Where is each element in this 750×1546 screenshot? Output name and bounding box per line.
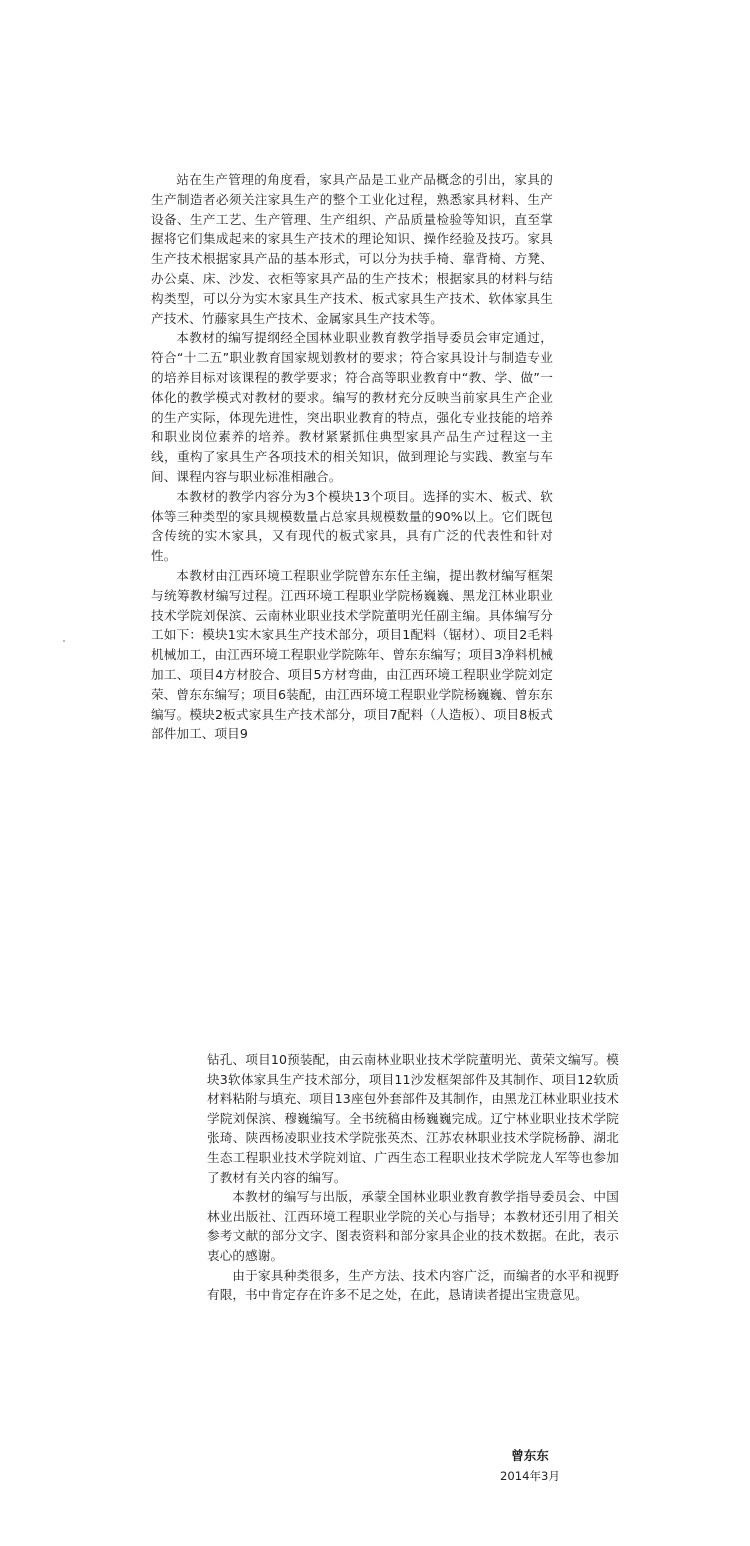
paragraph: 本教材的编写与出版，承蒙全国林业职业教育教学指导委员会、中国林业出版社、江西环境工程职业学院的关心与指导；本教材还引用了相关参考文献的部分文字、图表资料和部分家具企业的技术数据。在此，表示衷心的感谢。: [207, 1189, 619, 1263]
paragraph: 本教材由江西环境工程职业学院曾东东任主编，提出教材编写框架与统筹教材编写过程。江西环境工程职业学院杨巍巍、黑龙江林业职业技术学院刘保滨、云南林业职业技术学院董明光任副主编。具体编写分工如下：模块1实木家具生产技术部分，项目1配料（锯材）、项目2毛料机械加工，由江西环境工程职业学院陈年、曾东东编写；项目3净料机械加工、项目4方材胶合、项目5方材弯曲，由江西环境工程职业学院刘定荣、曾东东编写；项目6装配，由江西环境工程职业学院杨巍巍、曾东东编写。模块2板式家具生产技术部分，项目7配料（人造板）、项目8板式部件加工、项目9: [151, 567, 553, 742]
paragraph: 由于家具种类很多，生产方法、技术内容广泛，而编者的水平和视野有限，书中肯定存在许多不足之处，在此，恳请读者提出宝贵意见。: [207, 1267, 619, 1303]
paragraph: 站在生产管理的角度看，家具产品是工业产品概念的引出，家具的生产制造者必须关注家具生产的整个工业化过程，熟悉家具材料、生产设备、生产工艺、生产管理、生产组织、产品质量检验等知识，直至掌握将它们集成起来的家具生产技术的理论知识、操作经验及技巧。家具生产技术根据家具产品的基本形式，可以分为扶手椅、靠背椅、方凳、办公桌、床、沙发、衣柜等家具产品的生产技术；根据家具的材料与结构类型，可以分为实木家具生产技术、板式家具生产技术、软体家具生产技术、竹藤家具生产技术、金属家具生产技术等。: [151, 172, 553, 326]
paragraph: 本教材的教学内容分为3个模块13个项目。选择的实木、板式、软体等三种类型的家具规模数量占总家具规模数量的90%以上。它们既包含传统的实木家具，又有现代的板式家具，具有广泛的代表性和针对性。: [151, 488, 553, 564]
preface-text-upper: [151, 170, 553, 744]
paragraph: 钻孔、项目10预装配，由云南林业职业技术学院董明光、黄荣文编写。模块3软体家具生产技术部分，项目11沙发框架部件及其制作、项目12软质材料粘附与填充、项目13座包外套部件及其制作，由黑龙江林业职业技术学院刘保滨、穆巍编写。全书统稿由杨巍巍完成。辽宁林业职业技术学院张琦、陕西杨凌职业技术学院张英杰、江苏农林职业技术学院杨静、湖北生态工程职业技术学院刘谊、广西生态工程职业技术学院龙人军等也参加了教材有关内容的编写。: [207, 1052, 619, 1185]
signature-date: 2014年3月: [499, 1469, 561, 1483]
preface-text-lower: [207, 1050, 619, 1305]
author-signature-name: 曾东东: [511, 1448, 549, 1463]
scan-speck: [63, 640, 65, 642]
paragraph: 本教材的编写提纲经全国林业职业教育教学指导委员会审定通过，符合“十二五”职业教育国家规划教材的要求；符合家具设计与制造专业的培养目标对该课程的教学要求；符合高等职业教育中“教、学、做”一体化的教学模式对教材的要求。编写的教材充分反映当前家具生产企业的生产实际，体现先进性，突出职业教育的特点，强化专业技能的培养和职业岗位素养的培养。教材紧紧抓住典型家具产品生产过程这一主线，重构了家具生产各项技术的相关知识，做到理论与实践、教室与车间、课程内容与职业标准相融合。: [151, 330, 553, 484]
